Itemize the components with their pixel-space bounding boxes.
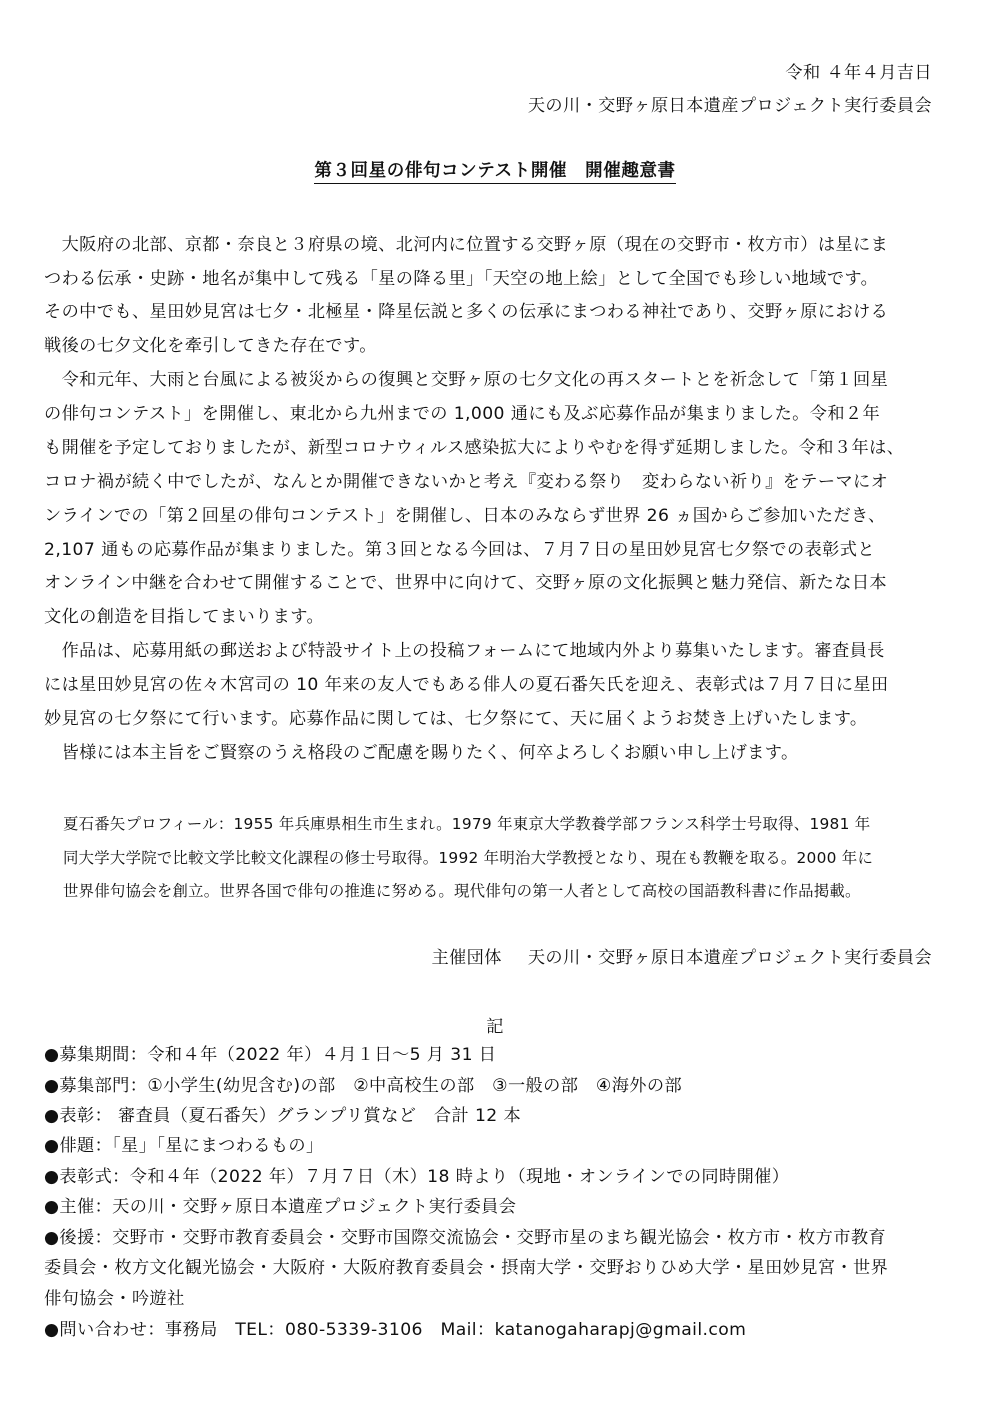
body-line: 令和元年、大雨と台風による被災からの復興と交野ヶ原の七夕文化の再スタートとを祈念して「第１回星	[44, 370, 889, 390]
body-line: の俳句コンテスト」を開催し、東北から九州までの 1,000 通にも及ぶ応募作品が集まりました。令和２年	[44, 404, 881, 424]
detail-categories: ●募集部門：①小学生(幼児含む)の部 ②中高校生の部 ③一般の部 ④海外の部	[44, 1076, 683, 1096]
organizer-label: 主催団体	[431, 948, 502, 968]
notes-heading: 記	[486, 1017, 504, 1037]
profile-line: 世界俳句協会を創立。世界各国で俳句の推進に努める。現代俳句の第一人者として高校の国語教科書に作品掲載。	[63, 882, 861, 900]
organizer-name: 天の川・交野ヶ原日本遺産プロジェクト実行委員会	[527, 948, 932, 968]
organizer	[431, 947, 932, 969]
body-line: 作品は、応募用紙の郵送および特設サイト上の投稿フォームにて地域内外より募集いたします。審査員長	[44, 641, 885, 661]
profile-line: 夏石番矢プロフィール：1955 年兵庫県相生市生まれ。1979 年東京大学教養学部フランス科学士号取得、1981 年	[63, 815, 871, 833]
detail-host: ●主催：天の川・交野ヶ原日本遺産プロジェクト実行委員会	[44, 1197, 517, 1217]
detail-ceremony: ●表彰式：令和４年（2022 年）７月７日（木）18 時より（現地・オンラインでの同時開催）	[44, 1167, 790, 1187]
body-line: その中でも、星田妙見宮は七夕・北極星・降星伝説と多くの伝承にまつわる神社であり、交野ヶ原における	[44, 302, 889, 322]
body-line: コロナ禍が続く中でしたが、なんとか開催できないかと考え『変わる祭り 変わらない祈り』をテーマにオ	[44, 472, 889, 492]
body-line: も開催を予定しておりましたが、新型コロナウィルス感染拡大によりやむを得ず延期しました。令和３年は、	[44, 438, 905, 458]
detail-awards: ●表彰： 審査員（夏石番矢）グランプリ賞など 合計 12 本	[44, 1106, 522, 1126]
document-title	[0, 157, 990, 182]
body-line: 2,107 通もの応募作品が集まりました。第３回となる今回は、７月７日の星田妙見宮七夕祭での表彰式と	[44, 540, 875, 560]
document-title-text: 第３回星の俳句コンテスト開催 開催趣意書	[314, 161, 675, 184]
body-line: 皆様には本主旨をご賢察のうえ格段のご配慮を賜りたく、何卒よろしくお願い申し上げます。	[44, 743, 799, 763]
body-line: 戦後の七夕文化を牽引してきた存在です。	[44, 336, 377, 356]
detail-contact: ●問い合わせ：事務局 TEL：080-5339-3106 Mail：katanogaharapj@gmail.com	[44, 1320, 747, 1340]
detail-sponsors-cont: 俳句協会・吟遊社	[44, 1289, 185, 1309]
profile-line: 同大学大学院で比較文学比較文化課程の修士号取得。1992 年明治大学教授となり、現在も教鞭を取る。2000 年に	[63, 849, 874, 867]
body-line: 大阪府の北部、京都・奈良と３府県の境、北河内に位置する交野ヶ原（現在の交野市・枚方市）は星にま	[44, 235, 889, 255]
body-line: つわる伝承・史跡・地名が集中して残る「星の降る里」「天空の地上絵」として全国でも珍しい地域です。	[44, 269, 879, 289]
document-date: 令和 ４年４月吉日	[785, 63, 932, 83]
detail-sponsors: ●後援：交野市・交野市教育委員会・交野市国際交流協会・交野市星のまち観光協会・枚方市・枚方市教育	[44, 1228, 887, 1248]
detail-sponsors-cont: 委員会・枚方文化観光協会・大阪府・大阪府教育委員会・摂南大学・交野おりひめ大学・星田妙見宮・世界	[44, 1258, 889, 1278]
detail-theme: ●俳題：「星」「星にまつわるもの」	[44, 1136, 324, 1156]
body-line: オンライン中継を合わせて開催することで、世界中に向けて、交野ヶ原の文化振興と魅力発信、新たな日本	[44, 573, 888, 593]
body-line: ンラインでの「第２回星の俳句コンテスト」を開催し、日本のみならず世界 26 ヵ国からご参加いただき、	[44, 506, 886, 526]
body-line: 妙見宮の七夕祭にて行います。応募作品に関しては、七夕祭にて、天に届くようお焚き上げいたします。	[44, 709, 868, 729]
body-line: 文化の創造を目指してまいります。	[44, 607, 325, 627]
body-line: には星田妙見宮の佐々木宮司の 10 年来の友人でもある俳人の夏石番矢氏を迎え、表彰式は７月７日に星田	[44, 675, 889, 695]
detail-period: ●募集期間：令和４年（2022 年）４月１日～5 月 31 日	[44, 1045, 497, 1065]
issuer-name: 天の川・交野ヶ原日本遺産プロジェクト実行委員会	[527, 96, 932, 116]
